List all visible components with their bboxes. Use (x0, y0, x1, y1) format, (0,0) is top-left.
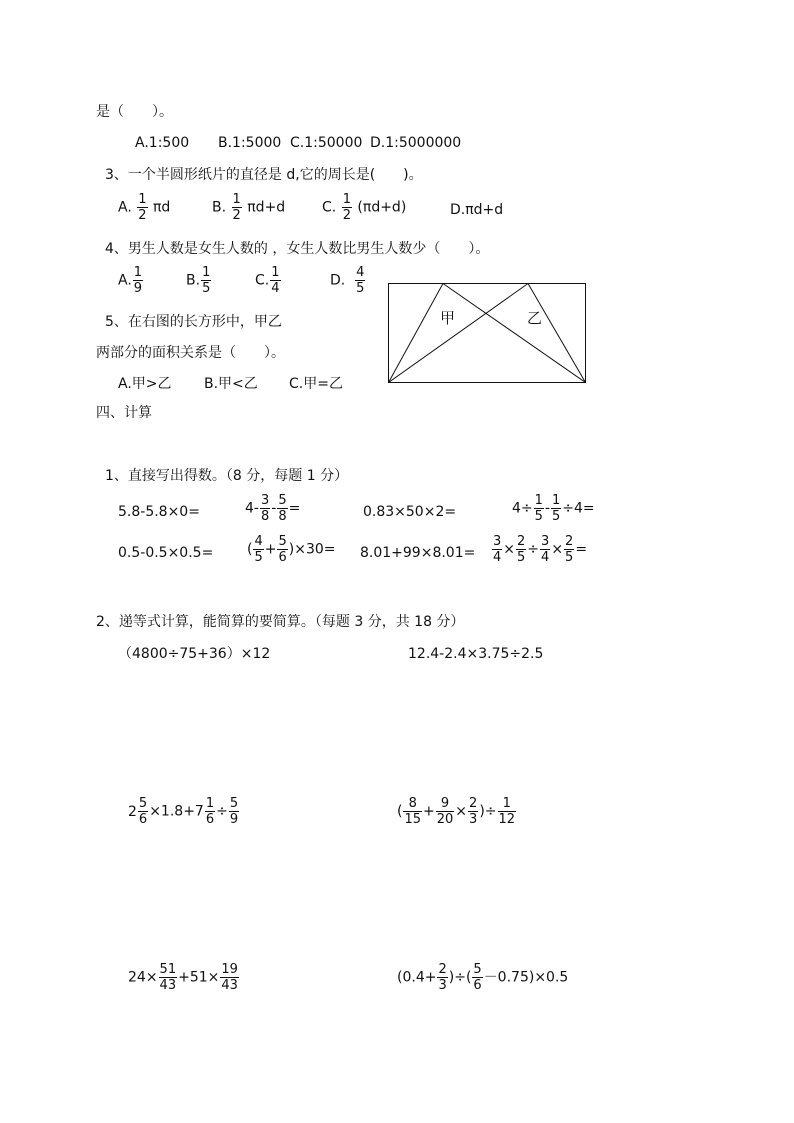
oral-calc-8 (491, 534, 587, 565)
denominator: 4 (271, 281, 280, 296)
q4-option-c-fraction (270, 265, 280, 296)
denominator: 20 (436, 812, 454, 827)
numerator: 1 (205, 796, 215, 811)
step-calc-3 (128, 796, 240, 827)
q2-option-a: A.1:500 (135, 135, 190, 151)
denominator: 3 (438, 978, 447, 993)
expr-prefix: ( (247, 541, 253, 558)
q4-option-a-prefix: A. (118, 272, 132, 289)
q5-stem-line1: 5、在右图的长方形中，甲乙 (105, 314, 282, 330)
oral-calc-7: 8.01+99×8.01= (360, 545, 476, 561)
expr-suffix: －0.75)×0.5 (483, 969, 569, 986)
fraction (472, 962, 482, 993)
q4-option-b-fraction (201, 265, 211, 296)
q2-option-d: D.1:5000000 (370, 135, 462, 151)
expr-prefix: (0.4+ (397, 969, 437, 986)
step-calc-1: （4800÷75+36）×12 (118, 646, 271, 662)
numerator: 3 (260, 493, 270, 508)
fraction (564, 534, 574, 565)
denominator: 5 (202, 281, 211, 296)
q3-option-c-suffix: (πd+d) (357, 199, 407, 216)
denominator: 6 (473, 978, 482, 993)
denominator: 43 (159, 978, 177, 993)
q3-option-b-prefix: B. (212, 199, 227, 216)
oral-calc-3: 0.83×50×2= (363, 504, 457, 520)
numerator: 2 (565, 534, 574, 549)
label-jia: 甲 (440, 309, 456, 327)
fraction (205, 796, 215, 827)
denominator: 2 (138, 208, 147, 223)
q3-option-b-fraction (232, 192, 242, 223)
denominator: 8 (278, 509, 287, 524)
denominator: 12 (498, 812, 516, 827)
q4-option-a-fraction (133, 265, 143, 296)
denominator: 8 (260, 509, 270, 524)
fraction (260, 493, 270, 524)
denominator: 43 (221, 978, 238, 993)
denominator: 6 (205, 812, 215, 827)
expr-middle: +51× (178, 969, 220, 986)
denominator: 6 (278, 550, 287, 565)
operator: × (503, 541, 516, 558)
fraction (534, 493, 544, 524)
numerator: 9 (436, 796, 455, 812)
q5-stem-line2: 两部分的面积关系是（ ）。 (96, 345, 285, 361)
q3-option-a-suffix: πd (152, 199, 171, 216)
numerator: 5 (229, 796, 239, 811)
numerator: 8 (403, 796, 422, 812)
numerator: 1 (232, 192, 241, 207)
numerator: 1 (498, 796, 517, 812)
numerator: 1 (133, 265, 143, 280)
numerator: 1 (534, 493, 543, 508)
rectangle-outline (389, 284, 586, 383)
numerator: 19 (221, 962, 238, 977)
part2-title: 2、递等式计算，能简算的要简算。（每题 3 分，共 18 分） (96, 614, 465, 630)
expr-suffix: )×30= (288, 541, 336, 558)
denominator: 5 (534, 509, 543, 524)
q4-option-c (255, 265, 282, 296)
fraction (540, 534, 550, 565)
q4-option-b-prefix: B. (186, 272, 201, 289)
fraction (277, 534, 287, 565)
q2-tail-text: 是（ ）。 (96, 104, 173, 120)
step-calc-2: 12.4-2.4×3.75÷2.5 (408, 646, 544, 662)
operator: - (544, 500, 550, 517)
q5-option-c: C.甲=乙 (289, 376, 343, 392)
left-edge-line (389, 284, 444, 383)
q3-option-b-suffix: πd+d (247, 199, 286, 216)
expr-suffix: = (288, 500, 301, 517)
label-yi: 乙 (527, 309, 543, 327)
operator: + (423, 803, 435, 820)
fraction (159, 962, 178, 993)
denominator: 5 (565, 550, 574, 565)
denominator: 9 (229, 812, 239, 827)
numerator: 5 (473, 962, 482, 977)
expr-prefix: 4- (245, 500, 259, 517)
oral-calc-1: 5.8-5.8×0= (118, 504, 200, 520)
numerator: 3 (493, 534, 502, 549)
part1-title: 1、直接写出得数。（8 分，每题 1 分） (105, 468, 349, 484)
expr-middle: ×1.8+7 (149, 803, 204, 820)
q3-option-d: D.πd+d (450, 202, 504, 218)
denominator: 4 (541, 550, 550, 565)
cross-line-2 (389, 284, 529, 383)
numerator: 4 (356, 265, 365, 280)
numerator: 5 (138, 796, 148, 811)
numerator: 2 (438, 962, 447, 977)
fraction (492, 534, 502, 565)
numerator: 5 (278, 534, 287, 549)
step-calc-4 (397, 796, 517, 827)
denominator: 2 (232, 208, 241, 223)
rectangle-figure (388, 283, 586, 383)
denominator: 5 (517, 550, 526, 565)
fraction (516, 534, 526, 565)
numerator: 1 (342, 192, 351, 207)
cross-line-1 (443, 284, 586, 383)
numerator: 1 (271, 265, 280, 280)
q3-stem: 3、一个半圆形纸片的直径是 d,它的周长是( )。 (105, 167, 423, 183)
operator: ÷ (216, 803, 228, 820)
q2-option-c: C.1:50000 (290, 135, 363, 151)
q3-option-b (212, 192, 285, 223)
q4-option-d-fraction (355, 265, 365, 296)
numerator: 2 (469, 796, 478, 811)
oral-calc-5: 0.5-0.5×0.5= (118, 545, 214, 561)
q5-option-b: B.甲<乙 (204, 376, 258, 392)
numerator: 3 (541, 534, 550, 549)
operator: × (455, 803, 468, 820)
q2-option-b: B.1:5000 (218, 135, 282, 151)
denominator: 15 (404, 812, 422, 827)
step-calc-5 (128, 962, 240, 993)
denominator: 6 (138, 812, 148, 827)
q4-option-a (118, 265, 144, 296)
q3-option-a-prefix: A. (118, 199, 132, 216)
q4-option-d-prefix: D. (330, 272, 346, 289)
numerator: 5 (278, 493, 287, 508)
expr-prefix: 24× (128, 969, 158, 986)
fraction (138, 796, 148, 827)
fraction (277, 493, 287, 524)
numerator: 2 (517, 534, 526, 549)
numerator: 51 (159, 962, 177, 977)
fraction (436, 796, 455, 827)
q4-option-b (186, 265, 212, 296)
fraction (220, 962, 239, 993)
mixed-whole: 2 (128, 803, 137, 820)
operator: - (271, 500, 277, 517)
fraction (437, 962, 447, 993)
q4-option-d (330, 265, 366, 296)
expr-suffix: = (575, 541, 588, 558)
denominator: 3 (469, 812, 478, 827)
q5-option-a: A.甲>乙 (118, 376, 172, 392)
denominator: 5 (551, 509, 561, 524)
denominator: 2 (342, 208, 351, 223)
operator: × (551, 541, 564, 558)
expr-suffix: ÷4= (562, 500, 595, 517)
q3-option-a (118, 192, 170, 223)
fraction (229, 796, 239, 827)
fraction (551, 493, 561, 524)
rectangle-figure-drawing (388, 283, 586, 383)
q4-option-c-prefix: C. (255, 272, 270, 289)
expr-close: )÷ (479, 803, 497, 820)
oral-calc-6 (247, 534, 336, 565)
denominator: 9 (133, 281, 143, 296)
section-title: 四、计算 (96, 405, 152, 421)
operator: + (264, 541, 277, 558)
denominator: 5 (356, 281, 365, 296)
q4-stem: 4、男生人数是女生人数的 ，女生人数比男生人数少（ ）。 (105, 241, 490, 257)
q3-option-a-fraction (137, 192, 147, 223)
oral-calc-4 (512, 493, 595, 524)
fraction (253, 534, 263, 565)
numerator: 1 (551, 493, 561, 508)
numerator: 4 (254, 534, 263, 549)
fraction (498, 796, 517, 827)
q3-option-c (322, 192, 406, 223)
q3-option-c-fraction (342, 192, 352, 223)
operator: ÷ (527, 541, 540, 558)
numerator: 1 (202, 265, 211, 280)
fraction (468, 796, 478, 827)
q3-option-c-prefix: C. (322, 199, 337, 216)
denominator: 5 (254, 550, 263, 565)
fraction (403, 796, 422, 827)
expr-middle: )÷( (448, 969, 472, 986)
expr-prefix: ( (397, 803, 403, 820)
step-calc-6 (397, 962, 568, 993)
denominator: 4 (493, 550, 502, 565)
right-edge-line (528, 284, 586, 383)
expr-prefix: 4÷ (512, 500, 533, 517)
numerator: 1 (138, 192, 147, 207)
oral-calc-2 (245, 493, 300, 524)
